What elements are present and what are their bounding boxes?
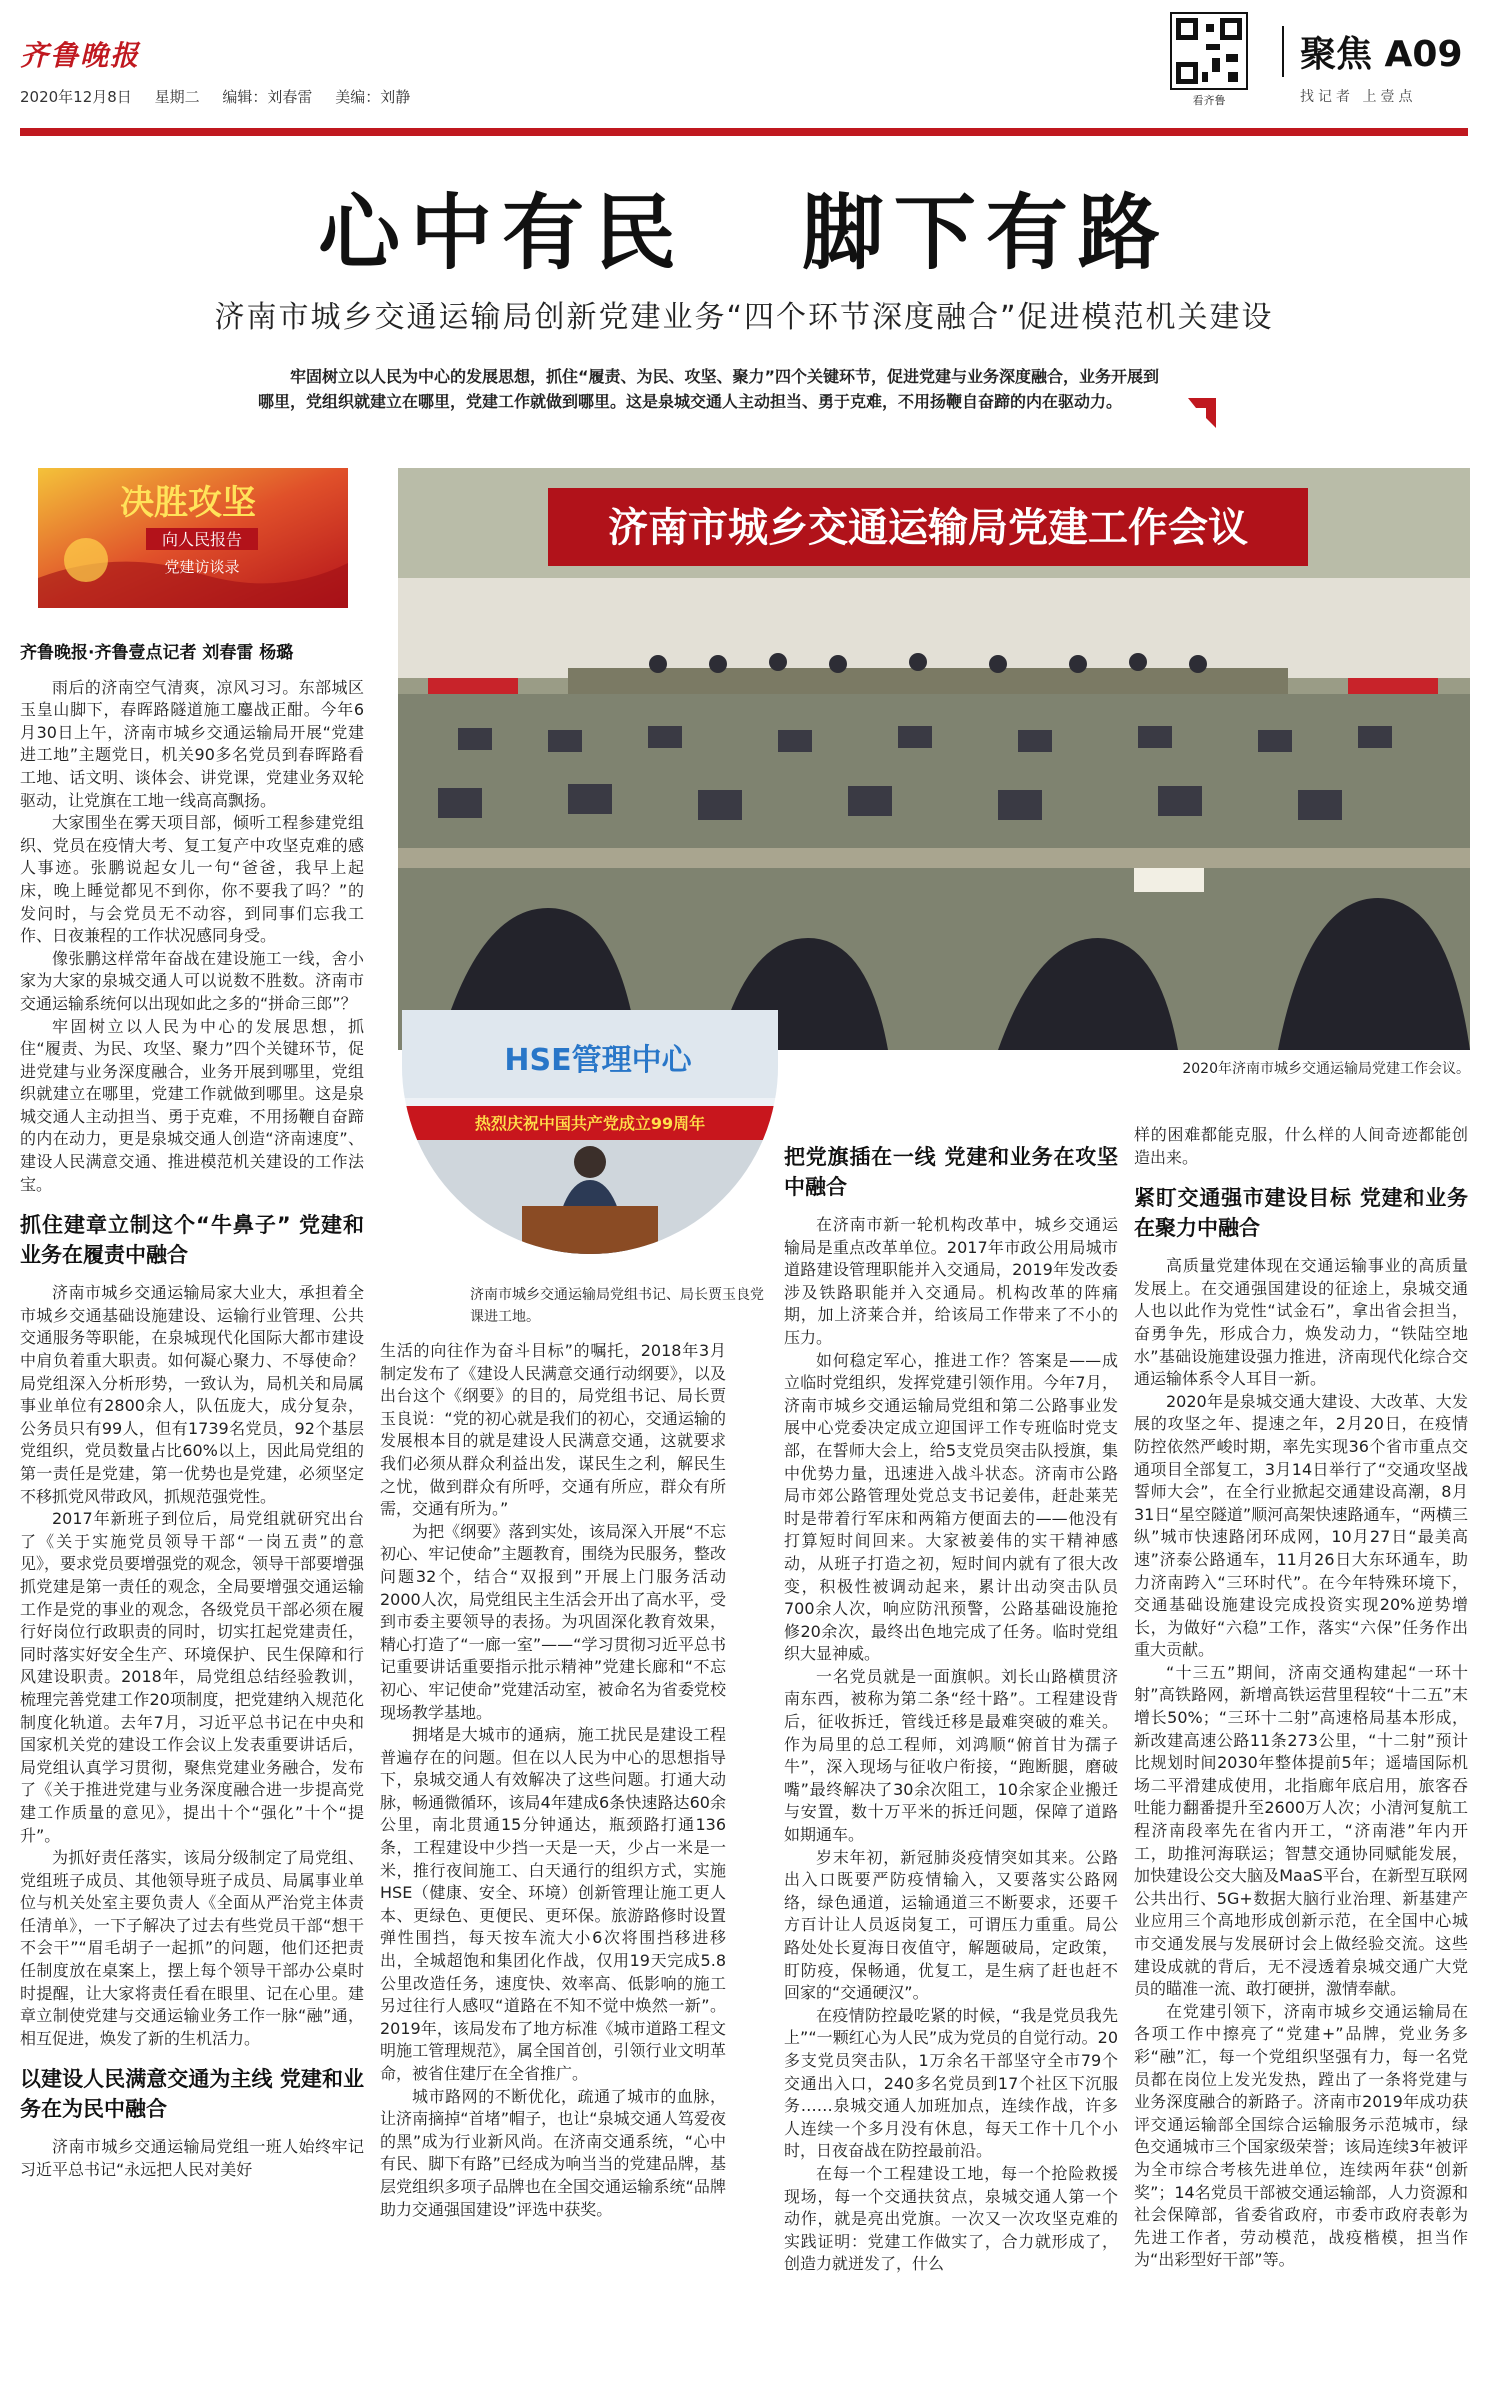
- section-heading: 紧盯交通强市建设目标 党建和业务在聚力中融合: [1134, 1186, 1468, 1241]
- paragraph: 大家围坐在雾天项目部，倾听工程参建党组织、党员在疫情大考、复工复产中攻坚克难的感人事迹。张鹏说起女儿一句“爸爸，我早上起床，晚上睡觉都见不到你，你不要我了吗？”的发问时，与会党员无不动容，到同事们忘我工作、日夜兼程的工作状况感同身受。: [20, 813, 364, 946]
- paragraph: 如何稳定军心，推进工作？答案是——成立临时党组织，发挥党建引领作用。今年7月，济南市城乡交通运输局党组和第二公路事业发展中心党委决定成立迎国评工作专班临时党支部，在誓师大会上，给5支党员突击队授旗，集中优势力量，迅速进入战斗状态。济南市公路局市郊公路管理处党总支书记姜伟，赶赴莱芜时是带着行军床和两箱方便面去的——他没有打算短时间回来。大家被姜伟的实干精神感动，从班子打造之初，短时间内就有了很大改变，积极性被调动起来，累计出动突击队员700余人次，响应防汛预警，公路基础设施抢修20余次，最终出色地完成了任务。临时党组织大显神威。: [784, 1350, 1118, 1664]
- paragraph: 为把《纲要》落到实处，该局深入开展“不忘初心、牢记使命”主题教育，围绕为民服务，整改问题32个，结合“双报到”开展上门服务活动2000人次，局党组民主生活会开出了高水平，受到市委主要领导的表扬。为巩固深化教育效果，精心打造了“一廊一室”——“学习贯彻习近平总书记重要讲话重要指示批示精神”党建长廊和“不忘初心、牢记使命”党建活动室，被命名为省委党校现场教学基地。: [380, 1521, 726, 1722]
- paragraph: 岁末年初，新冠肺炎疫情突如其来。公路出入口既要严防疫情输入，又要落实公路网络，绿色通道，运输通道三不断要求，还要千方百计让人员返岗复工，可谓压力重重。局公路处处长夏海日夜值守，解题破局，定政策，盯防疫，保畅通，优复工，是生病了赶也赶不回家的“交通硬汉”。: [784, 1847, 1118, 2003]
- banner-title: 决胜攻坚: [120, 483, 256, 523]
- paragraph: 济南市城乡交通运输局家大业大，承担着全市城乡交通基础设施建设、运输行业管理、公共交通服务等职能，在泉城现代化国际大都市建设中肩负着重大职责。如何凝心聚力、不辱使命？局党组深入分析形势，一致认为，局机关和局属事业单位有2800余人，队伍庞大，成分复杂，公务员只有99人，但有1739名党员，92个基层党组织，党员数量占比60%以上，因此局党组的第一责任是党建，第一优势也是党建，必须坚定不移抓党风带政风，抓规范强党性。: [20, 1283, 364, 1506]
- column-1: [20, 642, 364, 2375]
- series-banner: [38, 468, 348, 608]
- banner-subtitle: 向人民报告: [161, 530, 243, 549]
- paragraph: 高质量党建体现在交通运输事业的高质量发展上。在交通强国建设的征途上，泉城交通人也以此作为党性“试金石”，拿出省会担当，奋勇争先，形成合力，焕发动力，“铁陆空地水”基础设施建设强力推进，济南现代化综合交通运输体系令人耳目一新。: [1134, 1256, 1468, 1389]
- paragraph: 在疫情防控最吃紧的时候，“我是党员我先上”“一颗红心为人民”成为党员的自觉行动。20多支党员突击队，1万余名干部坚守全市79个交通出入口，240多名党员到17个社区下沉服务……泉城交通人加班加点，连续作战，许多人连续一个多月没有休息，每天工作十几个小时，日夜奋战在防控最前沿。: [784, 2005, 1118, 2161]
- paragraph: 牢固树立以人民为中心的发展思想，抓住“履责、为民、攻坚、聚力”四个关键环节，促进党建与业务深度融合，业务开展到哪里，党组织就建立在哪里，党建工作就做到哪里。这是泉城交通人主动担当、勇于克难，不用扬鞭自奋蹄的内在动力，更是泉城交通人创造“济南速度”、建设人民满意交通、推进模范机关建设的工作法宝。: [20, 1016, 364, 1194]
- photo-banner-text: 济南市城乡交通运输局党建工作会议: [608, 505, 1248, 551]
- paragraph: 一名党员就是一面旗帜。刘长山路横贯济南东西，被称为第二条“经十路”。工程建设背后，征收拆迁，管线迁移是最难突破的难关。作为局里的总工程师，刘鸿顺“俯首甘为孺子牛”，深入现场与征收户衔接，“跑断腿，磨破嘴”最终解决了30余次阻工，10余家企业搬迁与安置，数十万平米的拆迁问题，保障了道路如期通车。: [784, 1666, 1118, 1845]
- paragraph: 2017年新班子到位后，局党组就研究出台了《关于实施党员领导干部“一岗五责”的意见》，要求党员要增强党的观念，领导干部要增强抓党建是第一责任的观念，全局要增强交通运输工作是党的事业的观念，各级党员干部必须在履行好岗位行政职责的同时，切实扛起党建责任，同时落实好安全生产、环境保护、民生保障和行风建设职责。2018年，局党组总结经验教训，梳理完善党建工作20项制度，把党建纳入规范化制度化轨道。去年7月，习近平总书记在中央和国家机关党的建设工作会议上发表重要讲话后，局党组认真学习贯彻，聚焦党建业务融合，发布了《关于推进党建与业务深度融合进一步提高党建工作质量的意见》，提出十个“强化”十个“提升”。: [20, 1509, 364, 1845]
- column-2: [380, 1340, 726, 2375]
- paragraph: 样的困难都能克服，什么样的人间奇迹都能创造出来。: [1134, 1125, 1468, 1167]
- column-4: [1134, 1124, 1468, 2375]
- paragraph: 在每一个工程建设工地，每一个抢险救援现场，每一个交通扶贫点，泉城交通人第一个动作，就是亮出党旗。一次又一次攻坚克难的实践证明：党建工作做实了，合力就形成了，创造力就迸发了，什么: [784, 2163, 1118, 2274]
- paragraph: 在济南市新一轮机构改革中，城乡交通运输局是重点改革单位。2017年市政公用局城市道路建设管理职能并入交通局，2019年发改委涉及铁路职能并入交通局。机构改革的阵痛期，加上济莱合并，给该局工作带来了不小的压力。: [784, 1215, 1118, 1347]
- weekday: 星期二: [154, 88, 200, 106]
- paragraph: 济南市城乡交通运输局党组一班人始终牢记习近平总书记“永远把人民对美好: [20, 2137, 364, 2180]
- meeting-photo: [398, 468, 1470, 1050]
- section-heading: 以建设人民满意交通为主线 党建和业务在为民中融合: [20, 2067, 364, 2122]
- hse-sign-text: HSE管理中心: [504, 1043, 692, 1078]
- section-heading: 把党旗插在一线 党建和业务在攻坚中融合: [784, 1145, 1118, 1199]
- byline: 齐鲁晚报·齐鲁壹点记者 刘春雷 杨璐: [20, 643, 294, 663]
- issue-date: 2020年12月8日: [20, 88, 132, 106]
- editor: 编辑：刘春雷: [222, 88, 313, 106]
- meeting-photo-caption: 2020年济南市城乡交通运输局党建工作会议。: [1182, 1061, 1470, 1077]
- paragraph: 在党建引领下，济南市城乡交通运输局在各项工作中擦亮了“党建+”品牌，党业务多彩“融”汇，每一个党组织坚强有力，每一名党员都在岗位上发光发热，蹚出了一条将党建与业务深度融合的新路子。济南市2019年成功获评交通运输部全国综合运输服务示范城市，绿色交通城市三个国家级荣誉；该局连续3年被评为全市综合考核先进单位，连续两年获“创新奖”；14名党员干部被交通运输部，人力资源和社会保障部，省委省政府，市委市政府表彰为先进工作者，劳动模范，战疫楷模，担当作为“出彩型好干部”等。: [1134, 2001, 1468, 2270]
- paragraph: 为抓好责任落实，该局分级制定了局党组、党组班子成员、其他领导班子成员、局属事业单位与机关处室主要负责人《全面从严治党主体责任清单》，一下子解决了过去有些党员干部“想干不会干”“眉毛胡子一起抓”的问题，他们还把责任制度放在桌案上，摆上每个领导干部办公桌时时提醒，让大家将责任看在眼里、记在心里。建章立制使党建与交通运输业务工作一脉“融”通，相互促进，焕发了新的生机活力。: [20, 1848, 364, 2048]
- newspaper-logo: 齐鲁晚报: [20, 39, 141, 72]
- date-line: [20, 86, 428, 107]
- designer: 美编：刘静: [335, 88, 411, 106]
- qr-code-icon: [1170, 12, 1248, 90]
- section-label: 聚焦 A09: [1282, 26, 1463, 77]
- header-rule: [20, 128, 1468, 136]
- paragraph: “十三五”期间，济南交通构建起“一环十射”高铁路网，新增高铁运营里程较“十二五”末增长50%；“三环十二射”高速格局基本形成，新改建高速公路11条273公里，“十二射”预计比规划时间2030年整体提前5年；遥墙国际机场二平滑建成使用，北指廊年底启用，旅客吞吐能力翻番提升至2600万人次；小清河复航工程济南段率先在省内开工，“济南港”年内开工，助推河海联运；智慧交通协同赋能发展，加快建设公交大脑及MaaS平台，在新型互联网公共出行、5G+数据大脑行业治理、新基建产业应用三个高地形成创新示范，在全国中心城市交通发展与发展研讨会上做经验交流。这些建设成就的背后，无不浸透着泉城交通广大党员的瞄准一流、敢打硬拼，激情奉献。: [1134, 1662, 1468, 1999]
- qr-caption: 看齐鲁: [1192, 94, 1226, 107]
- headline: 心中有民 脚下有路: [318, 185, 1170, 281]
- paragraph: 雨后的济南空气清爽，凉风习习。东部城区玉皇山脚下，春晖路隧道施工鏖战正酣。今年6月30日上午，济南市城乡交通运输局开展“党建进工地”主题党日，机关90多名党员到春晖路看工地、话文明、谈体会、讲党课，党建业务双轮驱动，让党旗在工地一线高高飘扬。: [20, 677, 364, 810]
- paragraph: 生活的向往作为奋斗目标”的嘱托，2018年3月制定发布了《建设人民满意交通行动纲要》，以及出台这个《纲要》的目的，局党组书记、局长贾玉良说：“党的初心就是我们的初心，交通运输的发展根本目的就是建设人民满意交通，这就要求我们必须从群众利益出发，谋民生之利，解民生之忧，做到群众有所呼，交通有所应，群众有所需，交通有所为。”: [380, 1341, 726, 1519]
- hse-red-banner-text: 热烈庆祝中国共产党成立99周年: [474, 1114, 706, 1133]
- paragraph: 城市路网的不断优化，疏通了城市的血脉，让济南摘掉“首堵”帽子，也让“泉城交通人笃爱夜的黑”成为行业新风尚。在济南交通系统，“心中有民、脚下有路”已经成为响当当的党建品牌，基层党组织多项子品牌也在全国交通运输系统“品牌助力交通强国建设”评选中获奖。: [380, 2086, 726, 2219]
- lead-paragraph: 牢固树立以人民为中心的发展思想，抓住“履责、为民、攻坚、聚力”四个关键环节，促进党建与业务深度融合，业务开展到哪里，党组织就建立在哪里，党建工作就做到哪里。这是泉城交通人主动担当、勇于克难，不用扬鞭自奋蹄的内在驱动力。: [258, 367, 1160, 411]
- banner-tag: 党建访谈录: [164, 558, 240, 576]
- column-3: [784, 1128, 1118, 2375]
- paragraph: 像张鹏这样常年奋战在建设施工一线，舍小家为大家的泉城交通人可以说数不胜数。济南市交通运输系统何以出现如此之多的“拼命三郎”？: [20, 948, 364, 1013]
- paragraph: 拥堵是大城市的通病，施工扰民是建设工程普遍存在的问题。但在以人民为中心的思想指导下，泉城交通人有效解决了这些问题。打通大动脉，畅通微循环，该局4年建成6条快速路达60余公里，南北贯通15分钟通达，瓶颈路打通136条，工程建设中少挡一天是一天，少占一米是一米，推行夜间施工、白天通行的组织方式，实施HSE（健康、安全、环境）创新管理让施工更人本、更绿色、更便民、更环保。旅游路修时设置弹性围挡，每天按车流大小6次将围挡移进移出，全城超饱和集团化作战，仅用19天完成5.8公里改造任务，速度快、效率高、低影响的施工另过往行人感叹“道路在不知不觉中焕然一新”。2019年，该局发布了地方标准《城市道路工程文明施工管理规范》，属全国首创，引领行业文明革命，被省住建厅在全省推广。: [380, 1725, 726, 2083]
- subheadline: 济南市城乡交通运输局创新党建业务“四个环节深度融合”促进模范机关建设: [214, 300, 1274, 335]
- hse-photo: [402, 1010, 778, 1254]
- masthead: [20, 8, 1468, 118]
- section-tag: 找记者 上壹点: [1300, 89, 1417, 105]
- paragraph: 2020年是泉城交通大建设、大改革、大发展的攻坚之年、提速之年，2月20日，在疫情防控依然严峻时期，率先实现36个省市重点交通项目全部复工，3月14日举行了“交通攻坚战誓师大会”，在全行业掀起交通建设高潮，8月31日“星空隧道”顺河高架快速路通车，“两横三纵”城市快速路闭环成网，10月27日“最美高速”济泰公路通车，11月26日大东环通车，助力济南跨入“三环时代”。在今年特殊环境下，交通基础设施建设完成投资实现20%逆势增长，为做好“六稳”工作，落实“六保”任务作出重大贡献。: [1134, 1391, 1468, 1660]
- section-heading: 抓住建章立制这个“牛鼻子” 党建和业务在履责中融合: [20, 1213, 364, 1268]
- red-arrow-icon: [1180, 392, 1224, 436]
- hse-photo-caption: 济南市城乡交通运输局党组书记、局长贾玉良党课进工地。: [470, 1287, 764, 1325]
